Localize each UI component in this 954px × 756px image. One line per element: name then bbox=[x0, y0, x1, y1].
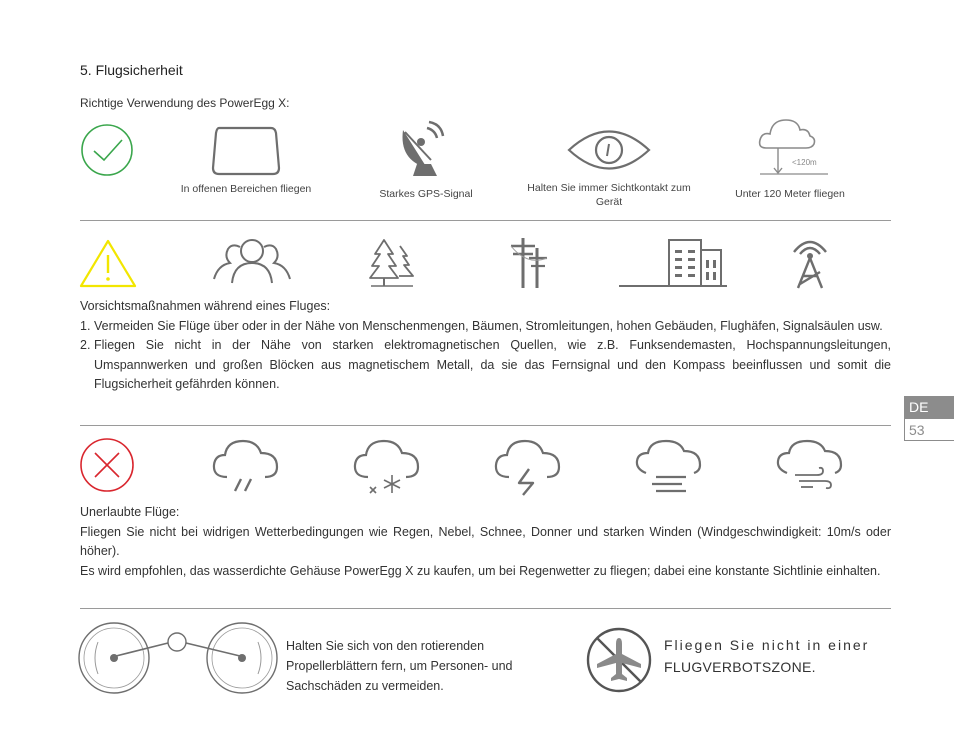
divider-2 bbox=[80, 425, 891, 426]
caution-list bbox=[80, 317, 891, 395]
forbidden-section bbox=[80, 503, 891, 581]
cloud-altitude-icon bbox=[756, 116, 832, 180]
forbidden-paragraph-2: Es wird empfohlen, das wasserdichte Gehäuse PowerEgg X zu kaufen, um bei Regenwetter zu fliegen; dabei eine konstante Sichtlinie einhalten. bbox=[80, 563, 881, 578]
radio-tower-icon bbox=[786, 234, 834, 292]
eye-icon bbox=[566, 125, 652, 175]
list-number: 2. bbox=[80, 338, 91, 352]
caution-section bbox=[80, 297, 891, 395]
forbidden-paragraph-1: Fliegen Sie nicht bei widrigen Wetterbedingungen wie Regen, Nebel, Schnee, Donner und starken Winden (Windgeschwindigkeit: 10m/s oder höher). bbox=[80, 524, 891, 558]
crowd-icon bbox=[210, 237, 294, 285]
thunder-cloud-icon bbox=[493, 437, 563, 497]
fog-cloud-icon bbox=[634, 437, 704, 497]
divider-3 bbox=[80, 608, 891, 609]
caution-item-2 bbox=[80, 336, 891, 395]
forbidden-title: Unerlaubte Flüge: bbox=[80, 505, 180, 519]
caution-item-text: Fliegen Sie nicht in der Nähe von starken elektromagnetischen Quellen, wie z.B. Funksendemasten, Hochspannungsleitungen, Umspannwerken und großen Blöcken aus magnetischem Metall, da sie das Fernsignal und den Kompass beeinflussen und somit die Flugsicherheit gefährden können. bbox=[94, 338, 891, 391]
page-number: 53 bbox=[904, 419, 954, 441]
caution-item-1 bbox=[80, 317, 891, 337]
cross-circle-icon bbox=[79, 437, 137, 495]
altitude-label: <120m bbox=[792, 158, 817, 167]
altitude-caption: Unter 120 Meter fliegen bbox=[735, 188, 845, 200]
trees-icon bbox=[369, 236, 415, 288]
eye-caption: Halten Sie immer Sichtkontakt zum Gerät bbox=[527, 182, 691, 208]
no-fly-line-2: FLUGVERBOTSZONE. bbox=[664, 659, 816, 675]
propeller-guard-icon bbox=[78, 620, 278, 696]
open-area-caption: In offenen Bereichen fliegen bbox=[180, 183, 312, 195]
gps-caption: Starkes GPS-Signal bbox=[379, 188, 473, 200]
wind-cloud-icon bbox=[775, 437, 845, 497]
buildings-icon bbox=[619, 236, 729, 290]
power-line-icon bbox=[507, 236, 551, 290]
section-title: 5. Flugsicherheit bbox=[80, 62, 183, 78]
check-circle-icon bbox=[80, 123, 136, 179]
warning-triangle-icon bbox=[78, 238, 138, 290]
no-fly-zone-icon bbox=[585, 626, 655, 694]
language-tab: DE bbox=[904, 396, 954, 419]
caution-item-text: Vermeiden Sie Flüge über oder in der Nähe von Menschenmengen, Bäumen, Stromleitungen, hohen Gebäuden, Flughäfen, Signalsäulen usw. bbox=[94, 318, 883, 333]
list-number: 1. bbox=[80, 318, 91, 333]
no-fly-zone-text bbox=[664, 634, 894, 678]
open-area-icon bbox=[211, 124, 281, 178]
divider-1 bbox=[80, 220, 891, 221]
satellite-dish-icon bbox=[397, 120, 457, 180]
propeller-warning-text: Halten Sie sich von den rotierenden Propellerblättern fern, um Personen- und Sachschäden zu vermeiden. bbox=[286, 639, 513, 693]
caution-title: Vorsichtsmaßnahmen während eines Fluges: bbox=[80, 299, 331, 313]
no-fly-line-1: Fliegen Sie nicht in einer bbox=[664, 637, 870, 653]
snow-cloud-icon bbox=[352, 437, 422, 497]
intro-text: Richtige Verwendung des PowerEgg X: bbox=[80, 96, 290, 110]
rain-cloud-icon bbox=[211, 437, 281, 495]
